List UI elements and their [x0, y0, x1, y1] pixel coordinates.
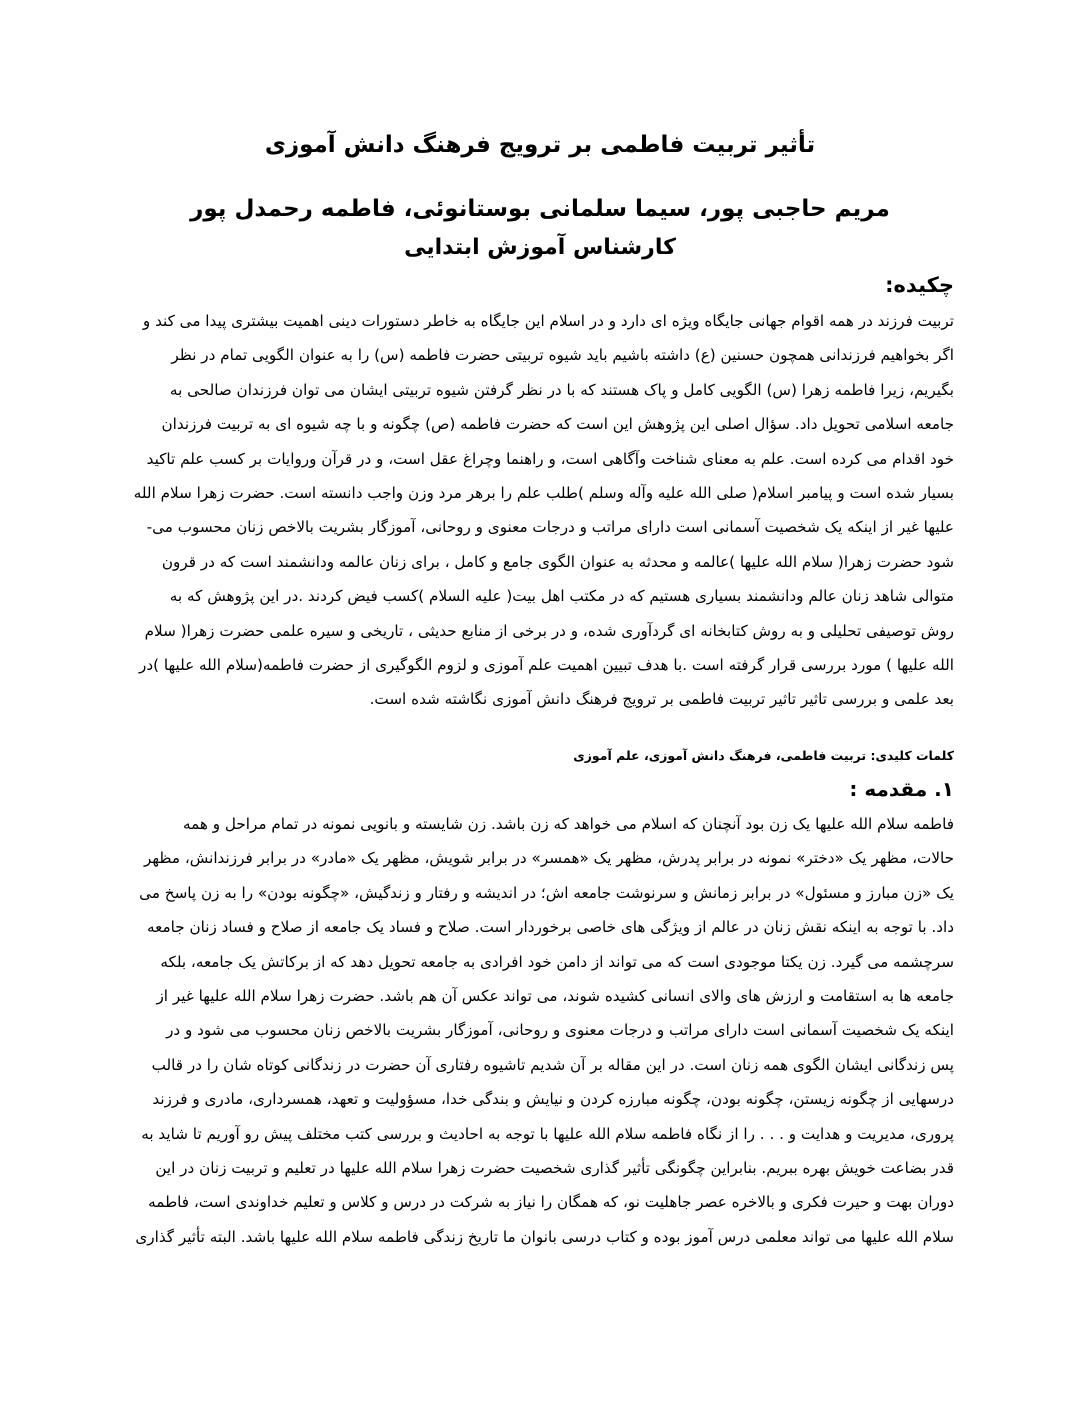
- introduction-line: سرچشمه می گیرد. زن یکتا موجودی است که می تواند از دامن خود افرادی به جامعه تحویل دهد که از برکاتش یک جامعه، بلکه: [160, 952, 954, 971]
- author-affiliation: کارشناس آموزش ابتدایی: [404, 235, 676, 260]
- introduction-line: دوران بهت و حیرت فکری و بالاخره عصر جاهلیت نو، که همگان را نیاز به شرکت در درس و کلاس و تعلیم خداوندی است، فاطمه: [148, 1193, 954, 1212]
- introduction-line: پس زندگانی ایشان الگوی همه زنان است. در این مقاله بر آن شدیم تاشیوه رفتاری آن حضرت در زندگانی کوتاه شان را در قالب: [151, 1055, 954, 1074]
- abstract-line: متوالی شاهد زنان عالم ودانشمند بسیاری هستیم که در مکتب اهل بیت( علیه السلام )کسب فیض کردند .در این پژوهش که به: [169, 587, 954, 606]
- abstract-body: [124, 304, 954, 717]
- keywords: کلمات کلیدی: تربیت فاطمی، فرهنگ دانش آموزی، علم آموزی: [573, 748, 954, 763]
- introduction-line: فاطمه سلام الله علیها یک زن بود آنچنان که اسلام می خواهد که زن باشد. زن شایسته و بانویی نمونه در تمام مراحل و همه: [182, 815, 954, 833]
- paper-title: تأثیر تربیت فاطمی بر ترویج فرهنگ دانش آموزی: [264, 132, 816, 158]
- abstract-line: اگر بخواهیم فرزندانی همچون حسنین (ع) داشته باشیم باید شیوه تربیتی حضرت فاطمه (س) را به عنوان الگویی تمام در نظر: [171, 346, 954, 365]
- abstract-line: تربیت فرزند در همه اقوام جهانی جایگاه ویژه ای دارد و در اسلام این جایگاه به خاطر دستورات دینی اهمیت بیشتری پیدا می کند و: [142, 312, 954, 330]
- abstract-line: بعد علمی و بررسی تاثیر تاثیر تربیت فاطمی بر ترویج فرهنگ دانش آموزی نگاشته شده است.: [369, 690, 954, 709]
- abstract-line: الله علیها ) مورد بررسی قرار گرفته است .با هدف تبیین اهمیت علم آموزی و لزوم الگوگیری از حضرت فاطمه(سلام الله علیها )در: [139, 656, 954, 675]
- abstract-line: روش توصیفی تحلیلی و به روش کتابخانه ای گردآوری شده، و در برخی از منابع حدیثی ، تاریخی و سیره علمی حضرت زهرا( سلام: [144, 621, 954, 640]
- introduction-line: جامعه ها به استقامت و ارزش های والای انسانی کشیده شوند، می تواند عکس آن هم باشد. حضرت زهرا سلام الله علیها غیر از: [156, 987, 954, 1006]
- introduction-line: حالات، مظهر یک «دختر» نمونه در برابر پدرش، مظهر یک «همسر» در برابر شویش، مظهر یک «مادر» در برابر فرزندانش، مظهر: [144, 849, 954, 868]
- introduction-line: درسهایی از چگونه زیستن، چگونه بودن، چگونه مبارزه کردن و نیایش و بندگی خدا، مسؤولیت و تعهد، همسرداری، مادری و فرزند: [152, 1090, 954, 1109]
- introduction-line: پروری، مدیریت و هدایت و . . . را از نگاه فاطمه سلام الله علیها با توجه به احادیث و بررسی کتب مختلف پیش رو آوریم تا شاید به: [141, 1124, 954, 1143]
- abstract-line: علیها غیر از اینکه یک شخصیت آسمانی است دارای مراتب و درجات معنوی و روحانی، آموزگار بشریت بالاخص زنان محسوب می-: [146, 518, 954, 537]
- abstract-line: خود اقدام می کرده است. علم به معنای شناخت وآگاهی است، و راهنما وچراغ عقل است، و در قرآن وروایات بر کسب علم تاکید: [146, 449, 954, 468]
- author-names: مریم حاجبی پور، سیما سلمانی بوستانوئی، فاطمه رحمدل پور: [190, 196, 890, 222]
- introduction-body: [124, 807, 954, 1254]
- abstract-line: بگیریم، زیرا فاطمه زهرا (س) الگویی کامل و پاک هستند که با در نظر گرفتن شیوه تربیتی ایشان می توان فرزندان صالحی به: [169, 380, 954, 399]
- abstract-line: شود حضرت زهرا( سلام الله علیها )عالمه و محدثه به عنوان الگوی جامع و کامل ، برای زنان عالمه ودانشمند است که در قرون: [161, 552, 954, 571]
- abstract-heading: چکیده:: [885, 273, 954, 297]
- introduction-line: سلام الله علیها می تواند معلمی درس آموز بوده و کتاب درسی بانوان ما تاریخ زندگی فاطمه سلام الله علیها باشد. البته تأثیر گذاری: [135, 1227, 954, 1246]
- abstract-line: بسیار شده است و پیامبر اسلام( صلی الله علیه وآله وسلم )طلب علم را برهر مرد وزن واجب دانسته است. حضرت زهرا سلام الله: [133, 484, 954, 503]
- introduction-line: داد. با توجه به اینکه نقش زنان در عالم از ویژگی های خاصی برخوردار است. صلاح و فساد یک جامعه از صلاح و فساد زنان جامعه: [147, 918, 954, 937]
- introduction-line: قدر بضاعت خویش بهره ببریم. بنابراین چگونگی تأثیر گذاری شخصیت حضرت زهرا سلام الله علیها در تعلیم و تربیت زنان در این: [155, 1159, 954, 1178]
- introduction-heading: ۱. مقدمه :: [849, 777, 954, 801]
- abstract-line: جامعه اسلامی تحویل داد. سؤال اصلی این پژوهش این است که حضرت فاطمه (ص) چگونه و با چه شیوه ای به تربیت فرزندان: [161, 415, 954, 434]
- introduction-line: یک «زن مبارز و مسئول» در برابر زمانش و سرنوشت جامعه اش؛ در اندیشه و رفتار و زندگیش، «چگونه بودن» را به زن پاسخ می: [139, 883, 954, 902]
- introduction-line: اینکه یک شخصیت آسمانی است دارای مراتب و درجات معنوی و روحانی، آموزگار بشریت بالاخص زنان محسوب می شود و در: [166, 1021, 954, 1040]
